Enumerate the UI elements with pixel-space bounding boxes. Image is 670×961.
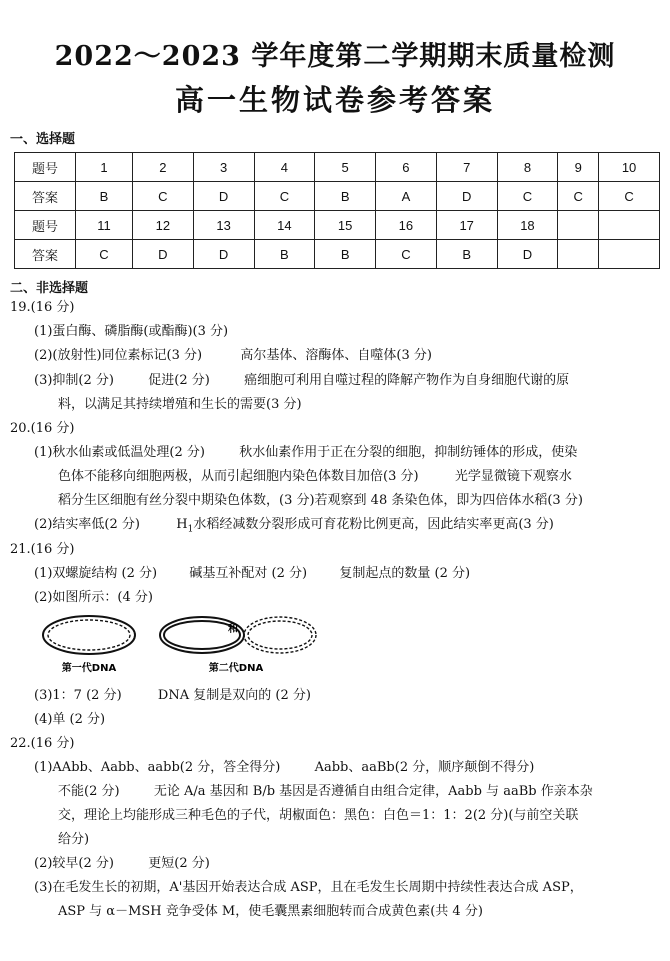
q21-line: [34, 688, 311, 704]
answer-part: (1)秋水仙素或低温处理(2 分): [34, 445, 205, 460]
q19-line: [34, 348, 432, 364]
question-number: 18: [497, 211, 558, 240]
question-number: 17: [436, 211, 497, 240]
answer-part: DNA 复制是双向的 (2 分): [157, 688, 311, 703]
answer-part: (1)AAbb、Aabb、aabb(2 分，答全得分): [34, 760, 281, 775]
answer-cell: C: [132, 182, 193, 211]
dna-ring-new-strand: [48, 620, 130, 650]
q22-line: (3)在毛发生长的初期，A'基因开始表达合成 ASP，且在毛发生长周期中持续性表达合成 ASP，: [34, 880, 583, 895]
question-number: 4: [254, 153, 315, 182]
answer-part: 不能(2 分): [58, 784, 120, 799]
question-number: 8: [497, 153, 558, 182]
row-label: 答案: [15, 182, 76, 211]
second-gen-label: 第二代DNA: [208, 663, 264, 674]
q20-line: [34, 517, 554, 538]
answer-cell: C: [76, 240, 133, 269]
answer-part: 色体不能移向细胞两极，从而引起细胞内染色体数目加倍(3 分): [58, 469, 419, 484]
q22-line: [34, 760, 534, 776]
row-label: 题号: [15, 211, 76, 240]
exam-title: 2022～2023 学年度第二学期期末质量检测: [54, 41, 616, 72]
answer-cell: B: [315, 182, 376, 211]
question-number: 6: [376, 153, 437, 182]
answer-part: 秋水仙素作用于正在分裂的细胞，抑制纺锤体的形成，使染: [239, 445, 578, 460]
section-nonchoice-heading: 二、非选择题: [10, 281, 89, 296]
question-number: 13: [193, 211, 254, 240]
question-number: 12: [132, 211, 193, 240]
q19-line: (1)蛋白酶、磷脂酶(或酯酶)(3 分): [34, 324, 229, 339]
answer-cell: C: [376, 240, 437, 269]
question-number: 10: [599, 153, 660, 182]
question-number: 15: [315, 211, 376, 240]
answer-part: 碱基互补配对 (2 分): [189, 566, 308, 581]
answer-cell: A: [376, 182, 437, 211]
answer-cell: D: [193, 182, 254, 211]
question-number: 5: [315, 153, 376, 182]
q22-heading: 22.(16 分): [10, 736, 75, 751]
table-row: [15, 211, 660, 240]
and-label: 和: [228, 624, 238, 635]
answer-cell: D: [436, 182, 497, 211]
table-row: [15, 240, 660, 269]
answer-part: 光学显微镜下观察水: [454, 469, 572, 484]
row-label: 题号: [15, 153, 76, 182]
q21-line: (4)单 (2 分): [34, 712, 106, 727]
dna-diagram: [40, 605, 320, 677]
answer-cell: C: [497, 182, 558, 211]
question-number: [558, 211, 599, 240]
question-number: 9: [558, 153, 599, 182]
answer-part: (3)1：7 (2 分): [34, 688, 122, 703]
question-number: 3: [193, 153, 254, 182]
dna-ring-parent-strand: [43, 616, 135, 654]
question-number: 7: [436, 153, 497, 182]
answer-part: (1)双螺旋结构 (2 分): [34, 566, 158, 581]
first-gen-label: 第一代DNA: [61, 663, 117, 674]
answer-part: 高尔基体、溶酶体、自噬体(3 分): [240, 348, 432, 363]
dna-ring-parent-strand: [160, 617, 244, 653]
answer-cell: B: [254, 240, 315, 269]
row-label: 答案: [15, 240, 76, 269]
question-number: 2: [132, 153, 193, 182]
answer-part: 癌细胞可利用自噬过程的降解产物作为自身细胞代谢的原: [244, 373, 570, 388]
answer-part: 更短(2 分): [148, 856, 210, 871]
dna-ring-new-strand: [244, 617, 316, 653]
answer-table: [14, 152, 660, 269]
answer-cell: D: [193, 240, 254, 269]
q20-line: [58, 469, 572, 485]
answer-part: (2)结实率低(2 分): [34, 517, 140, 532]
exam-subtitle: 高一生物试卷参考答案: [174, 83, 495, 117]
section-choice-heading: 一、选择题: [10, 132, 76, 147]
q22-line: 给分): [58, 832, 90, 847]
answer-part: $H_1$水稻经减数分裂形成可育花粉比例更高，因此结实率更高(3 分): [176, 517, 554, 535]
question-number: [599, 211, 660, 240]
answer-cell: B: [436, 240, 497, 269]
answer-cell: D: [497, 240, 558, 269]
answer-cell: B: [76, 182, 133, 211]
answer-cell: [558, 240, 599, 269]
q19-line: 料，以满足其持续增殖和生长的需要(3 分): [58, 397, 302, 412]
q22-line: [34, 856, 210, 872]
question-number: 11: [76, 211, 133, 240]
q21-line: (2)如图所示：(4 分): [34, 590, 153, 605]
answer-cell: D: [132, 240, 193, 269]
answer-cell: C: [599, 182, 660, 211]
answer-part: (2)(放射性)同位素标记(3 分): [34, 348, 203, 363]
q21-heading: 21.(16 分): [10, 542, 75, 557]
q22-line: 交，理论上均能形成三种毛色的子代，胡椒面色：黑色：白色＝1：1：2(2 分)(与前空关联: [58, 808, 579, 823]
answer-part: 复制起点的数量 (2 分): [339, 566, 471, 581]
answer-part: (3)抑制(2 分): [34, 373, 114, 388]
answer-cell: B: [315, 240, 376, 269]
answer-part: 促进(2 分): [148, 373, 210, 388]
q20-line: [34, 445, 577, 461]
q22-line: ASP 与 α－MSH 竞争受体 M，使毛囊黑素细胞转而合成黄色素(共 4 分): [58, 904, 483, 919]
question-number: 1: [76, 153, 133, 182]
answer-part: 无论 A/a 基因和 B/b 基因是否遵循自由组合定律，Aabb 与 aaBb 作亲本杂: [153, 784, 593, 799]
dna-ring-new-strand: [248, 621, 312, 649]
q19-heading: 19.(16 分): [10, 300, 75, 315]
question-number: 14: [254, 211, 315, 240]
answer-part: (2)较早(2 分): [34, 856, 114, 871]
q20-line: 稻分生区细胞有丝分裂中期染色体数，(3 分)若观察到 48 条染色体，即为四倍体水稻(3 分): [58, 493, 583, 508]
q22-line: [58, 784, 593, 800]
answer-cell: C: [558, 182, 599, 211]
q21-line: [34, 566, 470, 582]
table-row: [15, 182, 660, 211]
question-number: 16: [376, 211, 437, 240]
answer-cell: [599, 240, 660, 269]
table-row: [15, 153, 660, 182]
q20-heading: 20.(16 分): [10, 421, 75, 436]
answer-cell: C: [254, 182, 315, 211]
q19-line: [34, 373, 569, 389]
answer-part: Aabb、aaBb(2 分，顺序颠倒不得分): [314, 760, 535, 775]
